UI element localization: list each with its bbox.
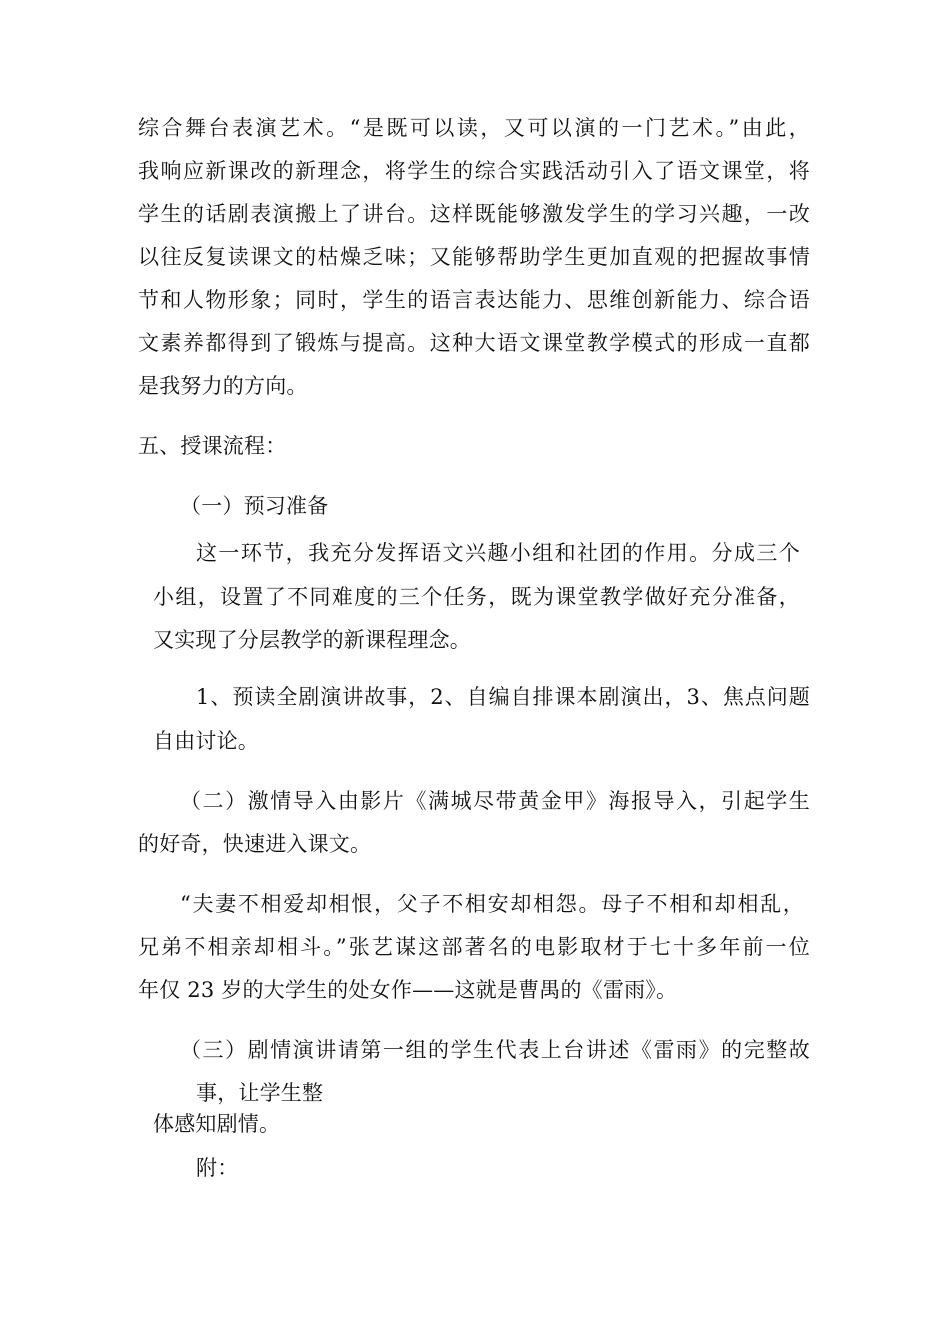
body-text-line: 体感知剧情。 (153, 1112, 281, 1136)
body-text-line: 节和人物形象；同时，学生的语言表达能力、思维创新能力、综合语 (138, 288, 810, 312)
body-text-line: 事，让学生整 (196, 1081, 324, 1105)
body-text-line: 综合舞台表演艺术。“是既可以读，又可以演的一门艺术。”由此， (138, 116, 810, 140)
body-text-line: 自由讨论。 (153, 729, 259, 753)
body-text-line: 年仅 23 岁的大学生的处女作——这就是曹禺的《雷雨》。 (138, 978, 678, 1002)
body-text-line: 兄弟不相亲却相斗。”张艺谋这部著名的电影取材于七十多年前一位 (138, 935, 810, 959)
body-text-line: 1、预读全剧演讲故事，2、自编自排课本剧演出，3、焦点问题 (196, 685, 810, 709)
body-text-line: “夫妻不相爱却相恨，父子不相安却相怨。母子不相和却相乱， (180, 892, 804, 916)
body-text-line: 文素养都得到了锻炼与提高。这种大语文课堂教学模式的形成一直都 (138, 331, 810, 355)
body-text-line: 的好奇，快速进入课文。 (138, 832, 372, 856)
body-text-line: （三）剧情演讲请第一组的学生代表上台讲述《雷雨》的完整故 (180, 1038, 810, 1062)
section-heading: 五、授课流程： (138, 434, 287, 458)
appendix-label: 附： (196, 1156, 239, 1180)
body-text-line: 我响应新课改的新理念，将学生的综合实践活动引入了语文课堂，将 (138, 159, 810, 183)
body-text-line: 这一环节，我充分发挥语文兴趣小组和社团的作用。分成三个 (196, 541, 800, 565)
body-text-line: 小组，设置了不同难度的三个任务，既为课堂教学做好充分准备， (153, 585, 800, 609)
subsection-heading: （一）预习准备 (180, 494, 329, 518)
body-text-line: 学生的话剧表演搬上了讲台。这样既能够激发学生的学习兴趣，一改 (138, 202, 810, 226)
body-text-line: 又实现了分层教学的新课程理念。 (153, 628, 471, 652)
body-text-line: 以往反复读课文的枯燥乏味；又能够帮助学生更加直观的把握故事情 (138, 245, 810, 269)
body-text-line: 是我努力的方向。 (138, 374, 308, 398)
body-text-line: （二）激情导入由影片《满城尽带黄金甲》海报导入，引起学生 (180, 789, 810, 813)
